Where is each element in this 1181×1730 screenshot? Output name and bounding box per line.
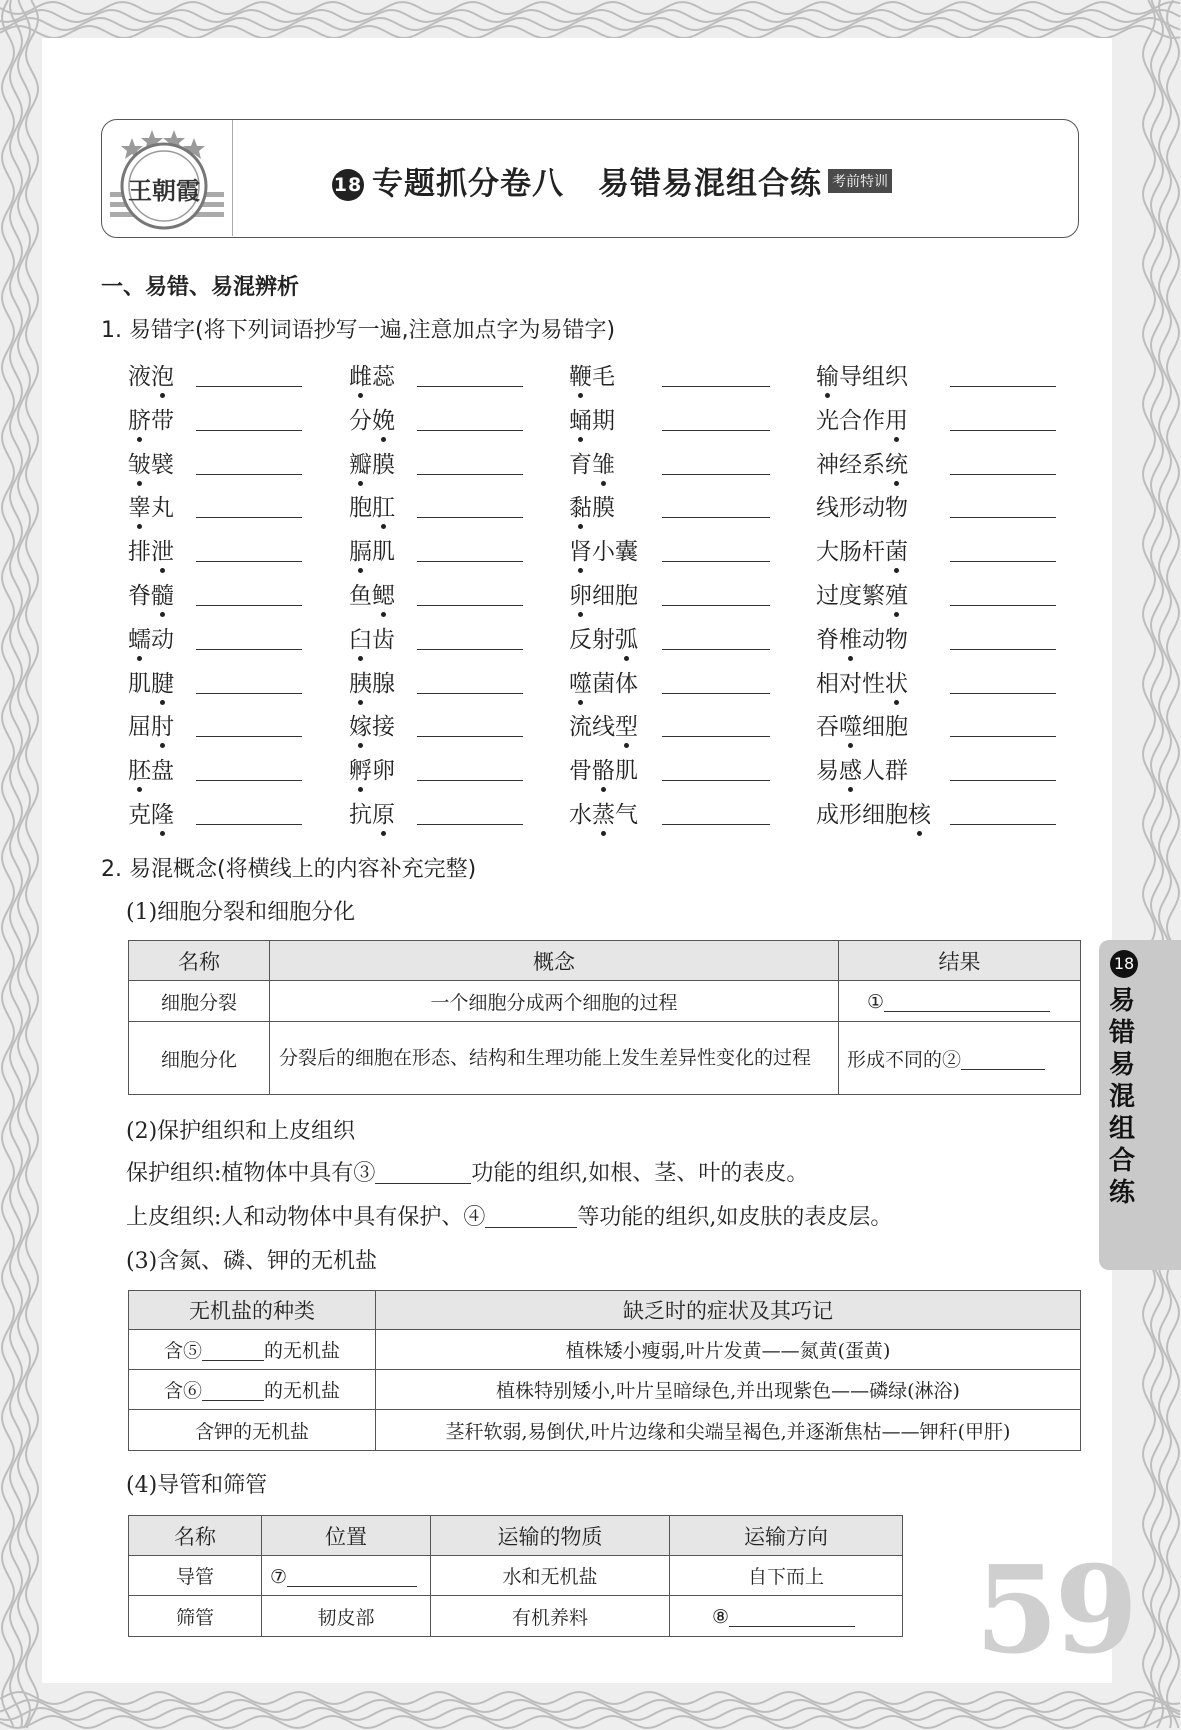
answer-blank-5[interactable] [202,1338,264,1361]
word-item [816,533,908,566]
word-text: 克 [128,802,151,828]
copy-blank-line[interactable] [662,780,770,781]
copy-blank-line[interactable] [417,430,523,431]
dotted-char: 隆 [151,796,174,829]
word-text: 带 [151,407,174,434]
word-text: 导组织 [839,364,908,390]
word-text: 水 [569,802,592,828]
table-row [129,1596,903,1637]
word-text: 期 [592,407,615,434]
copy-blank-line[interactable] [196,517,302,518]
word-text: 易 [816,758,839,785]
table-row [129,1330,1081,1370]
table4-header-position: 位置 [262,1516,431,1556]
dotted-char: 型 [615,708,638,741]
word-item [569,796,638,829]
copy-blank-line[interactable] [950,605,1056,606]
dotted-char: 胚 [128,752,151,785]
table-row [129,1556,903,1596]
copy-blank-line[interactable] [950,824,1056,825]
word-item [349,533,395,566]
table3-cell-symptom: 植株特别矮小,叶片呈暗绿色,并出现紫色——磷绿(淋浴) [376,1370,1081,1410]
dotted-char: 膈 [349,533,372,566]
word-item [128,708,174,741]
word-text: 动物 [862,626,908,653]
copy-blank-line[interactable] [196,736,302,737]
word-text: 育 [569,451,592,478]
copy-blank-line[interactable] [417,386,523,387]
word-text: 脊 [128,583,151,609]
border-wave [1143,0,1155,1728]
word-item [816,489,908,522]
word-item [349,621,395,654]
table1-cell-name: 细胞分裂 [129,981,270,1022]
word-item [349,358,395,391]
word-text: 肌 [128,670,151,697]
word-item [816,577,908,610]
subsection3-heading: (3)含氮、磷、钾的无机盐 [126,1249,378,1274]
table1-cell-concept: 一个细胞分成两个细胞的过程 [270,981,839,1022]
answer-blank-4[interactable] [485,1205,577,1228]
table3-cell-symptom: 植株矮小瘦弱,叶片发黄——氮黄(蛋黄) [376,1330,1081,1370]
table4-cell-substance: 水和无机盐 [431,1556,670,1596]
word-text: 气 [615,802,638,828]
word-text: 盘 [151,758,174,785]
copy-blank-line[interactable] [196,605,302,606]
dotted-char: 殖 [885,577,908,610]
word-item [816,621,908,654]
word-item [128,358,174,391]
word-text: 骨 [569,758,592,785]
dotted-char: 感 [839,752,862,785]
word-text: 脊 [816,626,839,653]
word-item [816,708,908,741]
table1-header-name: 名称 [129,941,270,981]
page-title [332,158,892,203]
copy-blank-line[interactable] [417,474,523,475]
dotted-char: 椎 [839,621,862,654]
table4-cell-name: 导管 [129,1556,262,1596]
word-text: 肌 [615,758,638,785]
answer-blank-3[interactable] [375,1161,471,1184]
copy-blank-line[interactable] [417,649,523,650]
dotted-char: 统 [885,446,908,479]
word-text: 抗 [349,802,372,828]
dotted-char: 噬 [839,708,862,741]
copy-blank-line[interactable] [950,736,1056,737]
title-part1: 专题抓分卷八 [372,166,564,202]
word-text: 动 [151,626,174,653]
word-text: 菌体 [592,670,638,697]
dotted-char: 弧 [615,621,638,654]
word-text: 毛 [592,364,615,390]
dotted-char: 菌 [885,533,908,566]
table4-header-substance: 运输的物质 [431,1516,670,1556]
dotted-char: 娩 [372,402,395,435]
copy-blank-line[interactable] [950,474,1056,475]
word-item [816,752,908,785]
dotted-char: 骼 [592,752,615,785]
word-item [569,577,638,610]
border-wave [10,0,22,1728]
word-item [816,446,908,479]
word-text: 肌 [372,539,395,566]
copy-blank-line[interactable] [417,736,523,737]
copy-blank-line[interactable] [417,561,523,562]
copy-blank-line[interactable] [662,649,770,650]
word-text: 神经系 [816,451,885,478]
dotted-char: 皱 [128,446,151,479]
border-wave [0,1716,1180,1728]
table4-cell-direction [670,1596,903,1637]
table4-cell-substance: 有机养料 [431,1596,670,1637]
dotted-char: 黏 [569,489,592,522]
division-differentiation-table [128,940,1081,1095]
copy-blank-line[interactable] [662,386,770,387]
copy-blank-line[interactable] [662,605,770,606]
word-item [128,796,174,829]
word-text: 细胞 [592,583,638,609]
table-row [129,1370,1081,1410]
word-text: 鱼 [349,583,372,609]
question2-title: 2. 易混概念(将横线上的内容补充完整) [101,857,477,882]
dotted-char: 蛹 [569,402,592,435]
word-item [569,621,638,654]
answer-blank-8[interactable] [729,1604,855,1627]
table3-cell-type [129,1330,376,1370]
word-text: 蕊 [372,364,395,390]
table1-cell-result [839,1022,1081,1095]
word-item [128,402,174,435]
word-item [569,446,615,479]
word-text: 吞 [816,714,839,741]
dotted-char: 蠕 [128,621,151,654]
side-tab-number: 18 [1110,950,1138,978]
word-text: 细胞 [862,714,908,741]
word-item [349,665,395,698]
word-item [569,708,638,741]
copy-blank-line[interactable] [417,824,523,825]
answer-marker: ① [867,991,885,1013]
copy-blank-line[interactable] [196,430,302,431]
word-item [816,665,908,698]
dotted-char: 原 [372,796,395,829]
dotted-char: 用 [885,402,908,435]
copy-blank-line[interactable] [950,561,1056,562]
title-number-badge: 18 [332,169,364,201]
word-text: 成形细胞 [816,802,908,828]
dotted-char: 髓 [151,577,174,610]
dotted-char: 鳃 [372,577,395,610]
title-part2: 易错易混组合练 [598,166,822,202]
copy-blank-line[interactable] [196,474,302,475]
vessel-sieve-table [128,1515,903,1637]
word-item [349,708,395,741]
dotted-char: 瓣 [349,446,372,479]
copy-blank-line[interactable] [950,386,1056,387]
copy-blank-line[interactable] [662,561,770,562]
dotted-char: 肛 [372,489,395,522]
word-text: 齿 [372,626,395,653]
dotted-char: 肾 [569,533,592,566]
protective-tissue-line [126,1156,808,1187]
word-item [816,796,931,829]
table4-cell-position [262,1556,431,1596]
word-text: 小囊 [592,539,638,566]
table4-header-direction: 运输方向 [670,1516,903,1556]
dotted-char: 臼 [349,621,372,654]
table4-cell-name: 筛管 [129,1596,262,1637]
table3-cell-type: 含钾的无机盐 [129,1410,376,1451]
word-text: 相对性 [816,670,885,697]
word-text: 腺 [372,670,395,697]
copy-blank-line[interactable] [196,693,302,694]
word-item [569,665,638,698]
table1-cell-concept: 分裂后的细胞在形态、结构和生理功能上发生差异性变化的过程 [270,1022,839,1095]
table4-cell-direction: 自下而上 [670,1556,903,1596]
word-text: 线形动物 [816,495,908,522]
table3-header-type: 无机盐的种类 [129,1291,376,1330]
exam-badge: 考前特训 [828,169,892,193]
question1-title: 1. 易错字(将下列词语抄写一遍,注意加点字为易错字) [101,318,616,343]
dotted-char: 睾 [128,489,151,522]
copy-blank-line[interactable] [417,517,523,518]
word-item [349,489,395,522]
word-item [816,358,908,391]
epithelial-tissue-line [126,1200,892,1231]
word-item [569,402,615,435]
dotted-char: 卵 [569,577,592,610]
word-text: 屈 [128,714,151,741]
dotted-char: 孵 [349,752,372,785]
dotted-char: 泡 [151,358,174,391]
word-text: 大肠杆 [816,539,885,566]
copy-blank-line[interactable] [417,605,523,606]
dotted-char: 雏 [592,446,615,479]
copy-blank-line[interactable] [662,736,770,737]
answer-marker: 形成不同的② [847,1048,962,1071]
subsection1-heading: (1)细胞分裂和细胞分化 [126,900,356,925]
word-text: 排 [128,539,151,566]
dotted-char: 肘 [151,708,174,741]
table1-header-result: 结果 [839,941,1081,981]
word-text: 分 [349,407,372,434]
line1-text-a: 保护组织:植物体中具有③ [126,1161,376,1186]
word-item [128,489,174,522]
table3-cell-symptom: 茎秆软弱,易倒伏,叶片边缘和尖端呈褐色,并逐渐焦枯——钾秆(甲肝) [376,1410,1081,1451]
word-item [349,402,395,435]
copy-blank-line[interactable] [196,561,302,562]
word-text: 反射 [569,626,615,653]
subsection4-heading: (4)导管和筛管 [126,1473,268,1498]
table1-cell-result [839,981,1081,1022]
word-item [128,446,174,479]
type-text-a: 含⑥ [163,1380,202,1402]
copy-blank-line[interactable] [950,649,1056,650]
copy-blank-line[interactable] [950,693,1056,694]
dotted-char: 核 [908,796,931,829]
word-text: 接 [372,714,395,741]
table-row [129,1410,1081,1451]
copy-blank-line[interactable] [950,430,1056,431]
word-text: 卵 [372,758,395,785]
border-wave [0,1708,1180,1720]
word-item [349,752,395,785]
type-text-a: 含⑤ [163,1340,202,1362]
header-box [101,119,1079,238]
dotted-char: 脐 [128,402,151,435]
dotted-char: 泄 [151,533,174,566]
answer-blank-7[interactable] [287,1564,417,1587]
word-item [569,752,638,785]
mineral-salts-table [128,1290,1081,1451]
border-wave [1159,0,1171,1728]
dotted-char: 噬 [569,665,592,698]
logo-text: 王朝霞 [128,176,200,205]
copy-blank-line[interactable] [662,430,770,431]
copy-blank-line[interactable] [196,386,302,387]
word-item [569,489,615,522]
answer-marker: ⑦ [270,1565,288,1588]
table3-header-symptom: 缺乏时的症状及其巧记 [376,1291,1081,1330]
word-text: 流线 [569,714,615,741]
copy-blank-line[interactable] [417,693,523,694]
side-tab-text: 易错易混组合练 [1108,986,1135,1208]
subsection2-heading: (2)保护组织和上皮组织 [126,1119,356,1144]
border-wave [0,26,1180,38]
word-item [349,577,395,610]
copy-blank-line[interactable] [662,517,770,518]
dotted-char: 状 [885,665,908,698]
word-item [128,665,174,698]
answer-blank-6[interactable] [202,1378,264,1401]
copy-blank-line[interactable] [417,780,523,781]
word-text: 胞 [349,495,372,522]
dotted-char: 胰 [349,665,372,698]
word-item [128,621,174,654]
table1-cell-name: 细胞分化 [129,1022,270,1095]
dotted-char: 鞭 [569,358,592,391]
border-wave [26,0,38,1728]
copy-blank-line[interactable] [196,824,302,825]
word-text: 丸 [151,495,174,522]
dotted-char: 输 [816,358,839,391]
word-item [569,358,615,391]
word-text: 过度繁 [816,583,885,609]
table-row [129,1022,1081,1095]
word-item [569,533,638,566]
answer-blank-2[interactable] [961,1047,1045,1070]
copy-blank-line[interactable] [196,780,302,781]
word-item [349,446,395,479]
table-row [129,981,1081,1022]
answer-blank-1[interactable] [884,989,1050,1012]
word-text: 液 [128,364,151,390]
dotted-char: 腱 [151,665,174,698]
dotted-char: 雌 [349,358,372,391]
copy-blank-line[interactable] [662,474,770,475]
table4-header-name: 名称 [129,1516,262,1556]
word-text: 襞 [151,451,174,478]
line2-text-b: 等功能的组织,如皮肤的表皮层。 [577,1205,893,1230]
dotted-char: 蒸 [592,796,615,829]
answer-marker: ⑧ [712,1606,730,1628]
table3-cell-type [129,1370,376,1410]
copy-blank-line[interactable] [950,517,1056,518]
line1-text-b: 功能的组织,如根、茎、叶的表皮。 [471,1161,809,1186]
word-item [128,577,174,610]
brand-logo [102,120,233,236]
table1-header-concept: 概念 [270,941,839,981]
word-text: 光合作 [816,407,885,434]
line2-text-a: 上皮组织:人和动物体中具有保护、④ [126,1205,486,1230]
word-text: 膜 [372,451,395,478]
copy-blank-line[interactable] [662,693,770,694]
dotted-char: 嫁 [349,708,372,741]
word-item [128,533,174,566]
word-text: 人群 [862,758,908,785]
type-text-b: 的无机盐 [264,1380,341,1402]
word-item [816,402,908,435]
page-number: 59 [975,1540,1134,1681]
table4-cell-position: 韧皮部 [262,1596,431,1637]
copy-blank-line[interactable] [196,649,302,650]
section-heading: 一、易错、易混辨析 [101,275,300,300]
word-item [128,752,174,785]
type-text-b: 的无机盐 [264,1340,341,1362]
copy-blank-line[interactable] [662,824,770,825]
word-item [349,796,395,829]
copy-blank-line[interactable] [950,780,1056,781]
word-text: 膜 [592,495,615,522]
